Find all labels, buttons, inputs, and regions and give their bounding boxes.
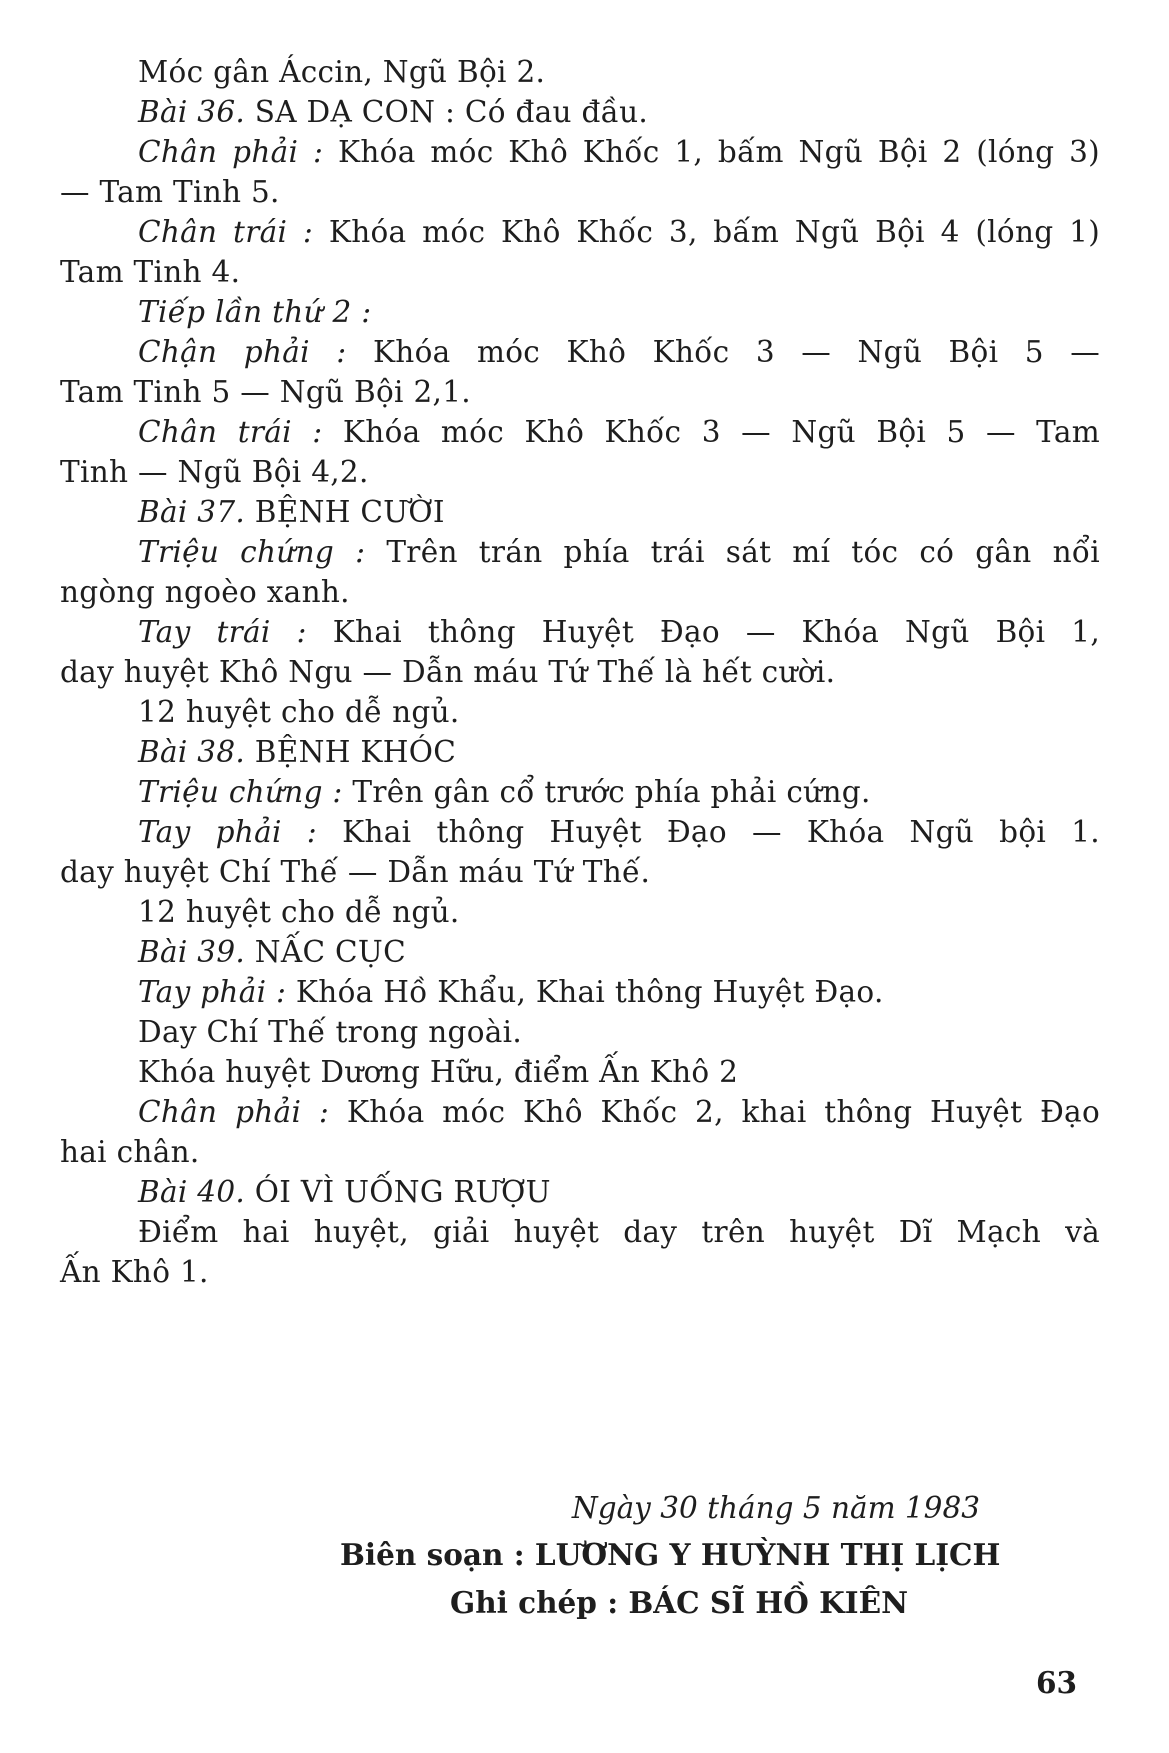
- text-line: [60, 1012, 1100, 1052]
- text-line: [60, 92, 1100, 132]
- text-line: [60, 772, 1100, 812]
- text-line: [60, 892, 1100, 932]
- text-line: [60, 492, 1100, 532]
- text-line: [60, 452, 1100, 492]
- line-text: Khai thông Huyệt Đạo — Khóa Ngũ bội 1.: [317, 815, 1100, 849]
- document-body: [60, 52, 1100, 1292]
- line-text: BỆNH CƯỜI: [245, 495, 445, 529]
- line-text: ngòng ngoèo xanh.: [60, 575, 350, 609]
- line-text: Trên trán phía trái sát mí tóc có gân nổi: [365, 535, 1100, 569]
- line-text: Day Chí Thế trong ngoài.: [138, 1015, 523, 1049]
- line-text: Khóa Hồ Khẩu, Khai thông Huyệt Đạo.: [286, 975, 884, 1009]
- line-text: Khóa móc Khô Khốc 3 — Ngũ Bội 5 —: [346, 335, 1100, 369]
- text-line: [60, 1052, 1100, 1092]
- text-line: [60, 1212, 1100, 1252]
- line-label: Tay phải :: [138, 975, 287, 1009]
- line-label: Bài 40.: [138, 1175, 246, 1209]
- line-label: Chân trái :: [138, 415, 323, 449]
- line-text: Khóa móc Khô Khốc 3 — Ngũ Bội 5 — Tam: [322, 415, 1100, 449]
- text-line: [60, 332, 1100, 372]
- line-text: Ấn Khô 1.: [60, 1255, 209, 1289]
- line-text: hai chân.: [60, 1135, 200, 1169]
- recorded-by: Ghi chép : BÁC SĨ HỒ KIÊN: [450, 1585, 909, 1620]
- line-text: Điểm hai huyệt, giải huyệt day trên huyệt Dĩ Mạch và: [138, 1215, 1100, 1249]
- line-text: SA DẠ CON : Có đau đầu.: [245, 95, 649, 129]
- text-line: [60, 412, 1100, 452]
- line-text: Tinh — Ngũ Bội 4,2.: [60, 455, 369, 489]
- line-text: day huyệt Khô Ngu — Dẫn máu Tứ Thế là hết cười.: [60, 655, 836, 689]
- text-line: [60, 1092, 1100, 1132]
- line-label: Bài 37.: [138, 495, 246, 529]
- text-line: [60, 972, 1100, 1012]
- text-line: [60, 652, 1100, 692]
- line-text: BỆNH KHÓC: [245, 735, 457, 769]
- text-line: [60, 692, 1100, 732]
- text-line: [60, 252, 1100, 292]
- text-line: [60, 292, 1100, 332]
- line-label: Triệu chứng :: [138, 775, 343, 809]
- document-date: Ngày 30 tháng 5 năm 1983: [571, 1491, 980, 1525]
- line-label: Bài 38.: [138, 735, 246, 769]
- text-line: [60, 1172, 1100, 1212]
- line-text: Khóa huyệt Dương Hữu, điểm Ấn Khô 2: [138, 1055, 739, 1089]
- text-line: [60, 372, 1100, 412]
- line-text: Tam Tinh 4.: [60, 255, 241, 289]
- text-line: [60, 812, 1100, 852]
- line-text: Khai thông Huyệt Đạo — Khóa Ngũ Bội 1,: [306, 615, 1100, 649]
- line-text: Tam Tinh 5 — Ngũ Bội 2,1.: [60, 375, 471, 409]
- line-label: Bài 36.: [138, 95, 246, 129]
- line-label: Tay phải :: [138, 815, 318, 849]
- line-text: NẤC CỤC: [245, 935, 406, 969]
- text-line: [60, 1132, 1100, 1172]
- text-line: [60, 532, 1100, 572]
- line-text: — Tam Tinh 5.: [60, 175, 280, 209]
- text-line: [60, 732, 1100, 772]
- line-text: Móc gân Áccin, Ngũ Bội 2.: [138, 55, 546, 89]
- compiled-by: Biên soạn : LƯƠNG Y HUỲNH THỊ LỊCH: [340, 1537, 1001, 1572]
- line-text: 12 huyệt cho dễ ngủ.: [138, 895, 460, 929]
- line-label: Tiếp lần thứ 2 :: [138, 295, 372, 329]
- line-label: Chân trái :: [138, 215, 314, 249]
- line-text: Khóa móc Khô Khốc 3, bấm Ngũ Bội 4 (lóng 1): [313, 215, 1100, 249]
- text-line: [60, 52, 1100, 92]
- text-line: [60, 852, 1100, 892]
- text-line: [60, 572, 1100, 612]
- line-label: Chận phải :: [138, 335, 347, 369]
- line-text: Khóa móc Khô Khốc 2, khai thông Huyệt Đạo: [329, 1095, 1100, 1129]
- line-text: Trên gân cổ trước phía phải cứng.: [342, 775, 871, 809]
- line-label: Tay trái :: [138, 615, 307, 649]
- signature-block: [60, 1485, 1100, 1627]
- text-line: [60, 212, 1100, 252]
- line-text: ÓI VÌ UỐNG RƯỢU: [245, 1175, 551, 1209]
- text-line: [60, 132, 1100, 172]
- page-number: 63: [1035, 1665, 1077, 1700]
- line-label: Chân phải :: [138, 135, 324, 169]
- line-text: 12 huyệt cho dễ ngủ.: [138, 695, 460, 729]
- line-text: day huyệt Chí Thế — Dẫn máu Tứ Thế.: [60, 855, 651, 889]
- line-label: Chân phải :: [138, 1095, 330, 1129]
- text-line: [60, 932, 1100, 972]
- text-line: [60, 172, 1100, 212]
- text-line: [60, 1252, 1100, 1292]
- line-label: Triệu chứng :: [138, 535, 366, 569]
- line-text: Khóa móc Khô Khốc 1, bấm Ngũ Bội 2 (lóng 3): [323, 135, 1100, 169]
- line-label: Bài 39.: [138, 935, 246, 969]
- text-line: [60, 612, 1100, 652]
